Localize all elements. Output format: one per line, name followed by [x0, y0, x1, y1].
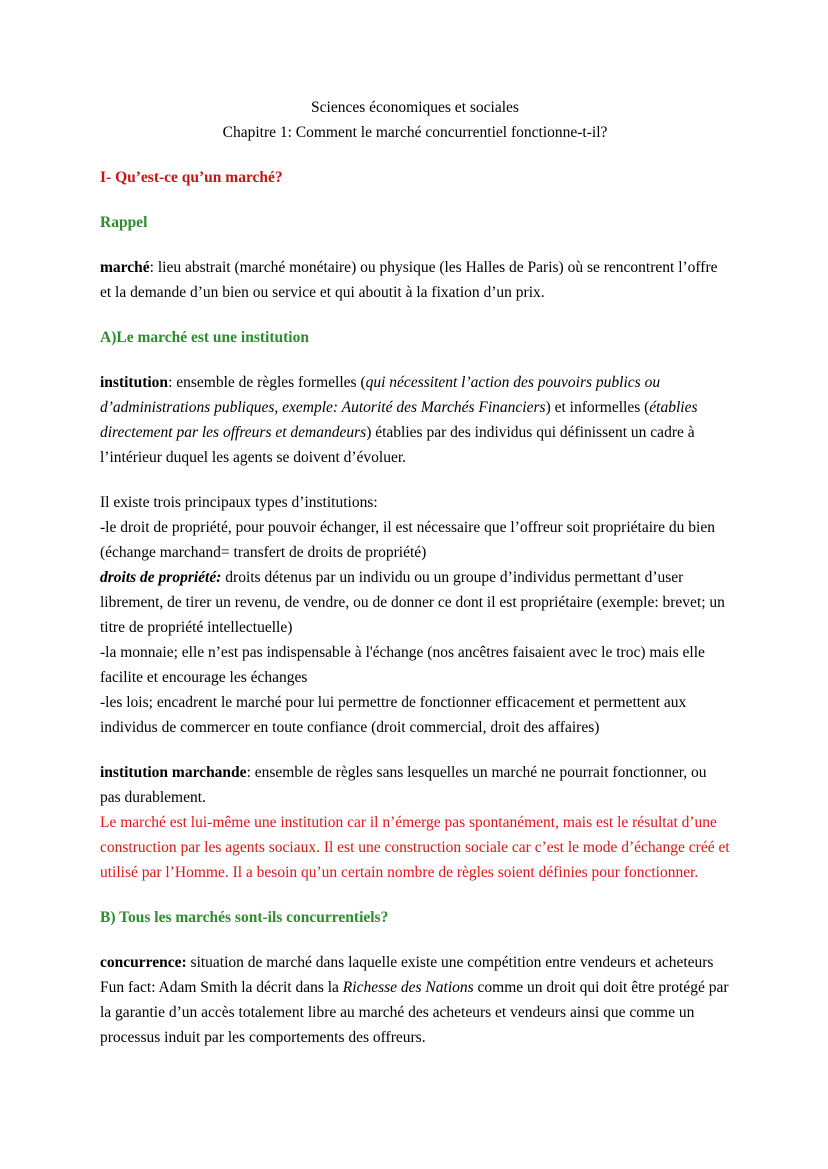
- heading-section-b: B) Tous les marchés sont-ils concurrentiels?: [100, 909, 389, 926]
- term-droits-de-propriete: droits de propriété:: [100, 569, 222, 586]
- types-item-lois: -les lois; encadrent le marché pour lui permettre de fonctionner efficacement et permettent aux individus de commercer en toute confiance (droit commercial, droit des affaires): [100, 694, 687, 736]
- term-institution-marchande: institution marchande: [100, 764, 247, 781]
- heading-rappel: Rappel: [100, 214, 148, 231]
- text-droits-definition: droits détenus par un individu ou un groupe d’individus permettant d’user librement, de tirer un revenu, de vendre, ou de donner ce dont il est propriétaire (exemple: brevet; un titre de propriété intellectuelle): [100, 569, 725, 636]
- paragraph-institution-marchande: [100, 760, 730, 810]
- text-funfact-post: comme un droit qui doit être protégé par la garantie d’un accès totalement libre au marché des acheteurs et vendeurs ainsi que comme un processus induit par les comportements des offreurs.: [100, 979, 729, 1046]
- text-concurrence-definition: situation de marché dans laquelle existe une compétition entre vendeurs et acheteurs: [186, 954, 714, 971]
- term-institution: institution: [100, 374, 169, 391]
- text-institution-italic-1: qui nécessitent l’action des pouvoirs publics ou d’administrations publiques, exemple: Autorité des Marchés Financiers: [100, 374, 661, 416]
- paragraph-types-institutions: [100, 490, 730, 740]
- text-funfact-book-title: Richesse des Nations: [342, 979, 474, 996]
- title-line-2: Chapitre 1: Comment le marché concurrentiel fonctionne-t-il?: [222, 124, 608, 141]
- text-institution-italic-2: établies directement par les offreurs et demandeurs: [100, 399, 698, 441]
- text-institution-1: : ensemble de règles formelles (: [168, 374, 366, 391]
- text-marche-definition: : lieu abstrait (marché monétaire) ou physique (les Halles de Paris) où se rencontrent l’offre et la demande d’un bien ou service et qui aboutit à la fixation d’un prix.: [100, 259, 718, 301]
- types-item-droits-definition: [100, 565, 730, 640]
- paragraph-red-note: Le marché est lui-même une institution car il n’émerge pas spontanément, mais est le résultat d’une construction par les agents sociaux. Il est une construction sociale car c’est le mode d’échange créé et utilisé par l’Homme. Il a besoin qu’un certain nombre de règles soient définies pour fonctionner.: [100, 814, 730, 881]
- paragraph-institution: [100, 370, 730, 470]
- text-institution-2: ) et informelles (: [545, 399, 650, 416]
- text-funfact-pre: Fun fact: Adam Smith la décrit dans la: [100, 979, 343, 996]
- term-marche: marché: [100, 259, 150, 276]
- title-line-1: Sciences économiques et sociales: [311, 99, 519, 116]
- term-concurrence: concurrence:: [100, 954, 187, 971]
- term-droits-wrapper: [100, 569, 221, 586]
- types-intro: Il existe trois principaux types d’institutions:: [100, 494, 378, 511]
- types-item-monnaie: -la monnaie; elle n’est pas indispensable à l'échange (nos ancêtres faisaient avec le troc) mais elle facilite et encourage les échanges: [100, 644, 705, 686]
- types-item-droit-propriete: -le droit de propriété, pour pouvoir échanger, il est nécessaire que l’offreur soit propriétaire du bien (échange marchand= transfert de droits de propriété): [100, 519, 715, 561]
- heading-section-1: I- Qu’est-ce qu’un marché?: [100, 169, 283, 186]
- text-marchande-definition: : ensemble de règles sans lesquelles un marché ne pourrait fonctionner, ou pas durablement.: [100, 764, 707, 806]
- concurrence-definition-line: [100, 950, 730, 975]
- paragraph-marche: [100, 255, 730, 305]
- heading-section-a: A)Le marché est une institution: [100, 329, 309, 346]
- text-institution-3: ) établies par des individus qui définissent un cadre à l’intérieur duquel les agents se doivent d’évoluer.: [100, 424, 695, 466]
- document-title: [100, 95, 730, 145]
- funfact-line: [100, 975, 730, 1050]
- paragraph-concurrence: [100, 950, 730, 1050]
